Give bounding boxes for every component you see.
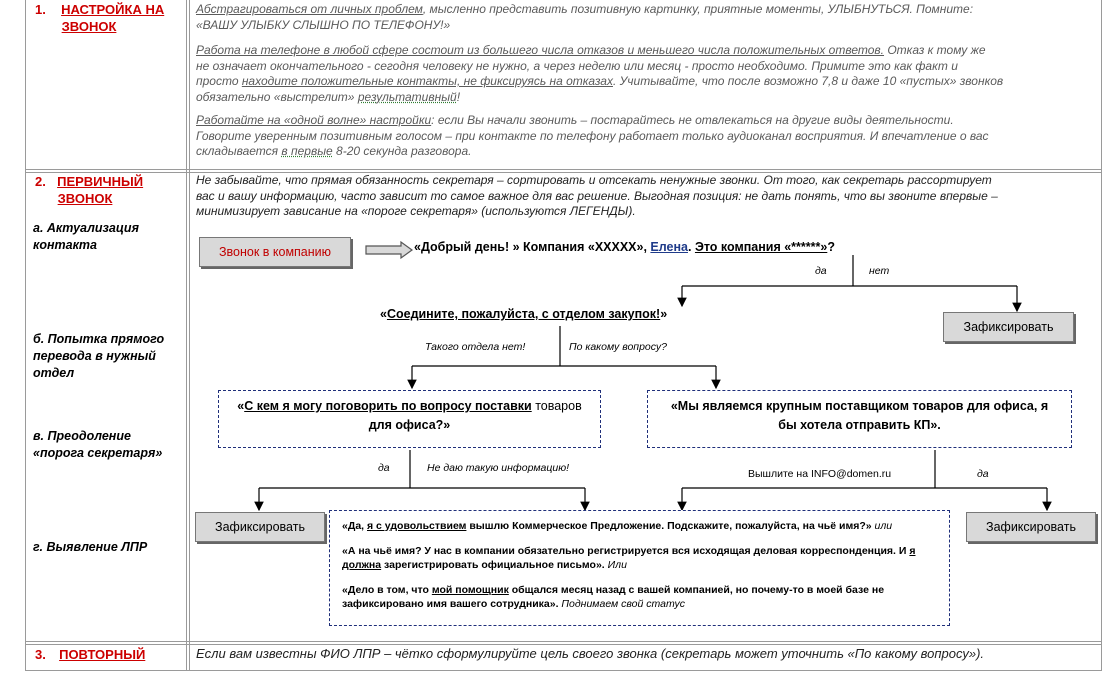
p2-line1-underlined: Работа на телефоне в любой сфере состоит из большего числа отказов и меньшего числа положительных ответов. xyxy=(196,43,885,57)
step-d-label: г. Выявление ЛПР xyxy=(33,540,148,554)
script-status-note: Поднимаем свой статус xyxy=(558,598,686,610)
script-or-2: Или xyxy=(604,559,627,571)
script-3-b: зарегистрировать официальное письмо». xyxy=(381,559,605,571)
script-option-1 xyxy=(342,519,939,533)
fix-box-right: Зафиксировать xyxy=(966,512,1096,542)
step-b-line2: перевода в нужный xyxy=(33,349,156,363)
p2-line3-a: просто xyxy=(196,74,242,88)
script-option-2 xyxy=(342,544,939,572)
section-1-number: 1. xyxy=(35,2,46,17)
step-b-line1: б. Попытка прямого xyxy=(33,332,165,346)
p2-line3-b: . Учитывайте, что после возможно 7,8 и даже 10 «пустых» звонков xyxy=(612,74,1004,88)
script-1-underlined: я с удовольствием xyxy=(367,520,467,532)
fix-box-left: Зафиксировать xyxy=(195,512,325,542)
script-3-underlined: должна xyxy=(342,559,382,571)
step-a-line1: а. Актуализация xyxy=(33,221,139,235)
p2-line1-rest: Отказ к тому же xyxy=(884,43,986,57)
yes-label-3: да xyxy=(977,468,989,480)
right-dash-line2: бы хотела отправить КП». xyxy=(778,418,941,432)
step-a-line2: контакта xyxy=(33,238,97,252)
script-2-underlined: я xyxy=(909,545,916,557)
p2-line4-underlined: результативный xyxy=(357,89,457,104)
section-3-name: ПОВТОРНЫЙ xyxy=(59,647,146,662)
p1-lead: Абстрагироваться от личных проблем xyxy=(196,2,423,16)
right-dash-line1: «Мы являемся крупным поставщиком товаров для офиса, я xyxy=(670,399,1049,413)
script-box xyxy=(329,510,950,626)
script-4-underlined: мой помощник xyxy=(431,584,509,596)
section-3-number: 3. xyxy=(35,647,46,662)
call-company-box: Звонок в компанию xyxy=(199,237,351,267)
intro-line2: вас и вашу информацию, часто зависит то самое важное для вас решение. Выгодная позиция: не дать понять, что вы звоните впервые – xyxy=(196,188,998,203)
section-3-text: Если вам известны ФИО ЛПР – чётко сформулируйте цель своего звонка (секретарь может уточнить «По какому вопросу»). xyxy=(196,646,985,661)
p3-line3-a: складывается xyxy=(196,144,282,158)
p2-line3-underlined: находите положительные контакты, не фиксируясь на отказах xyxy=(241,74,613,88)
greeting-part-d: ? xyxy=(827,240,835,254)
connect-question xyxy=(380,307,667,321)
p3-line1-underlined: Работайте на «одной волне» настройки xyxy=(196,113,432,127)
left-dash-goods: товаров xyxy=(531,399,582,413)
greeting-text xyxy=(414,240,835,254)
script-1-a: «Да, xyxy=(342,520,367,532)
greeting-part-c: Это компания «******» xyxy=(694,240,828,254)
script-2-a: «А на чьё имя? У нас в компании обязательно регистрируется вся исходящая деловая корреспонденция. И xyxy=(342,545,910,557)
section-3-title xyxy=(35,646,145,663)
left-dash-line2: для офиса?» xyxy=(368,418,451,432)
connect-q-text: Соедините, пожалуйста, с отделом закупок! xyxy=(386,307,661,321)
fix-box-top: Зафиксировать xyxy=(943,312,1074,342)
section-1-name-line1: НАСТРОЙКА НА xyxy=(61,2,165,17)
p3-line1-rest: : если Вы начали звонить – постарайтесь не отвлекаться на другие виды деятельности. xyxy=(431,113,954,127)
intro-line3: минимизирует зависание на «пороге секретаря» (используются ЛЕГЕНДЫ). xyxy=(196,204,636,218)
greeting-part-a: «Добрый день! » Компания «ХХХХХ», xyxy=(414,240,651,254)
connect-q-open: « xyxy=(380,307,387,321)
script-or-1: или xyxy=(871,520,893,532)
no-department-label: Такого отдела нет! xyxy=(425,341,526,353)
send-info-label: Вышлите на INFO@domen.ru xyxy=(748,468,892,480)
script-option-3 xyxy=(342,583,939,611)
section-1-name-line2: ЗВОНОК xyxy=(61,19,117,34)
section-2-name-line1: ПЕРВИЧНЫЙ xyxy=(57,174,144,189)
greeting-name: Елена xyxy=(650,240,688,254)
left-dash-underlined: С кем я могу поговорить по вопросу поставки xyxy=(244,399,532,413)
no-info-label: Не даю такую информацию! xyxy=(427,462,570,474)
step-c-line2: «порога секретаря» xyxy=(33,446,163,460)
right-dashed-box xyxy=(647,390,1072,448)
no-label: нет xyxy=(869,265,890,277)
p2-line4-b: ! xyxy=(456,89,461,104)
connect-q-close: » xyxy=(660,307,668,321)
greeting-part-b: . xyxy=(687,240,695,254)
script-1-b: вышлю Коммерческое Предложение. Подскажите, пожалуйста, на чьё имя?» xyxy=(466,520,872,532)
yes-label: да xyxy=(815,265,827,277)
p1-line2: «ВАШУ УЛЫБКУ СЛЫШНО ПО ТЕЛЕФОНУ!» xyxy=(196,17,451,32)
script-4-b: общался месяц назад с вашей компанией, но почему-то в моей базе не xyxy=(508,584,885,596)
yes-label-2: да xyxy=(378,462,390,474)
p3-line3-underlined: в первые xyxy=(281,144,333,158)
p2-line2: не означает окончательного - сегодня человеку не нужно, а через неделю или месяц - просто необходимо. Примите это как факт и xyxy=(196,58,958,73)
step-c-line1: в. Преодоление xyxy=(33,429,131,443)
left-dash-open: « xyxy=(237,399,245,413)
what-about-label: По какому вопросу? xyxy=(569,341,667,353)
section-2-number: 2. xyxy=(35,174,46,189)
script-5: зафиксировано имя вашего сотрудника». xyxy=(342,598,559,610)
p2-line4-a: обязательно «выстрелит» xyxy=(196,89,358,104)
section-2-name-line2: ЗВОНОК xyxy=(57,191,113,206)
script-4-a: «Дело в том, что xyxy=(342,584,432,596)
p3-line2: Говорите уверенным позитивным голосом – при контакте по телефону работает только аудиоканал восприятия. И впечатление о вас xyxy=(196,128,989,143)
left-dashed-box xyxy=(218,390,601,448)
p3-line3-b: 8-20 секунда разговора. xyxy=(332,144,472,158)
intro-line1: Не забывайте, что прямая обязанность секретаря – сортировать и отсекать ненужные звонки. От того, как секретарь рассортирует xyxy=(196,173,992,187)
p1-rest: , мысленно представить позитивную картинку, приятные моменты, УЛЫБНУТЬСЯ. Помните: xyxy=(422,2,974,16)
step-b-line3: отдел xyxy=(33,366,75,380)
